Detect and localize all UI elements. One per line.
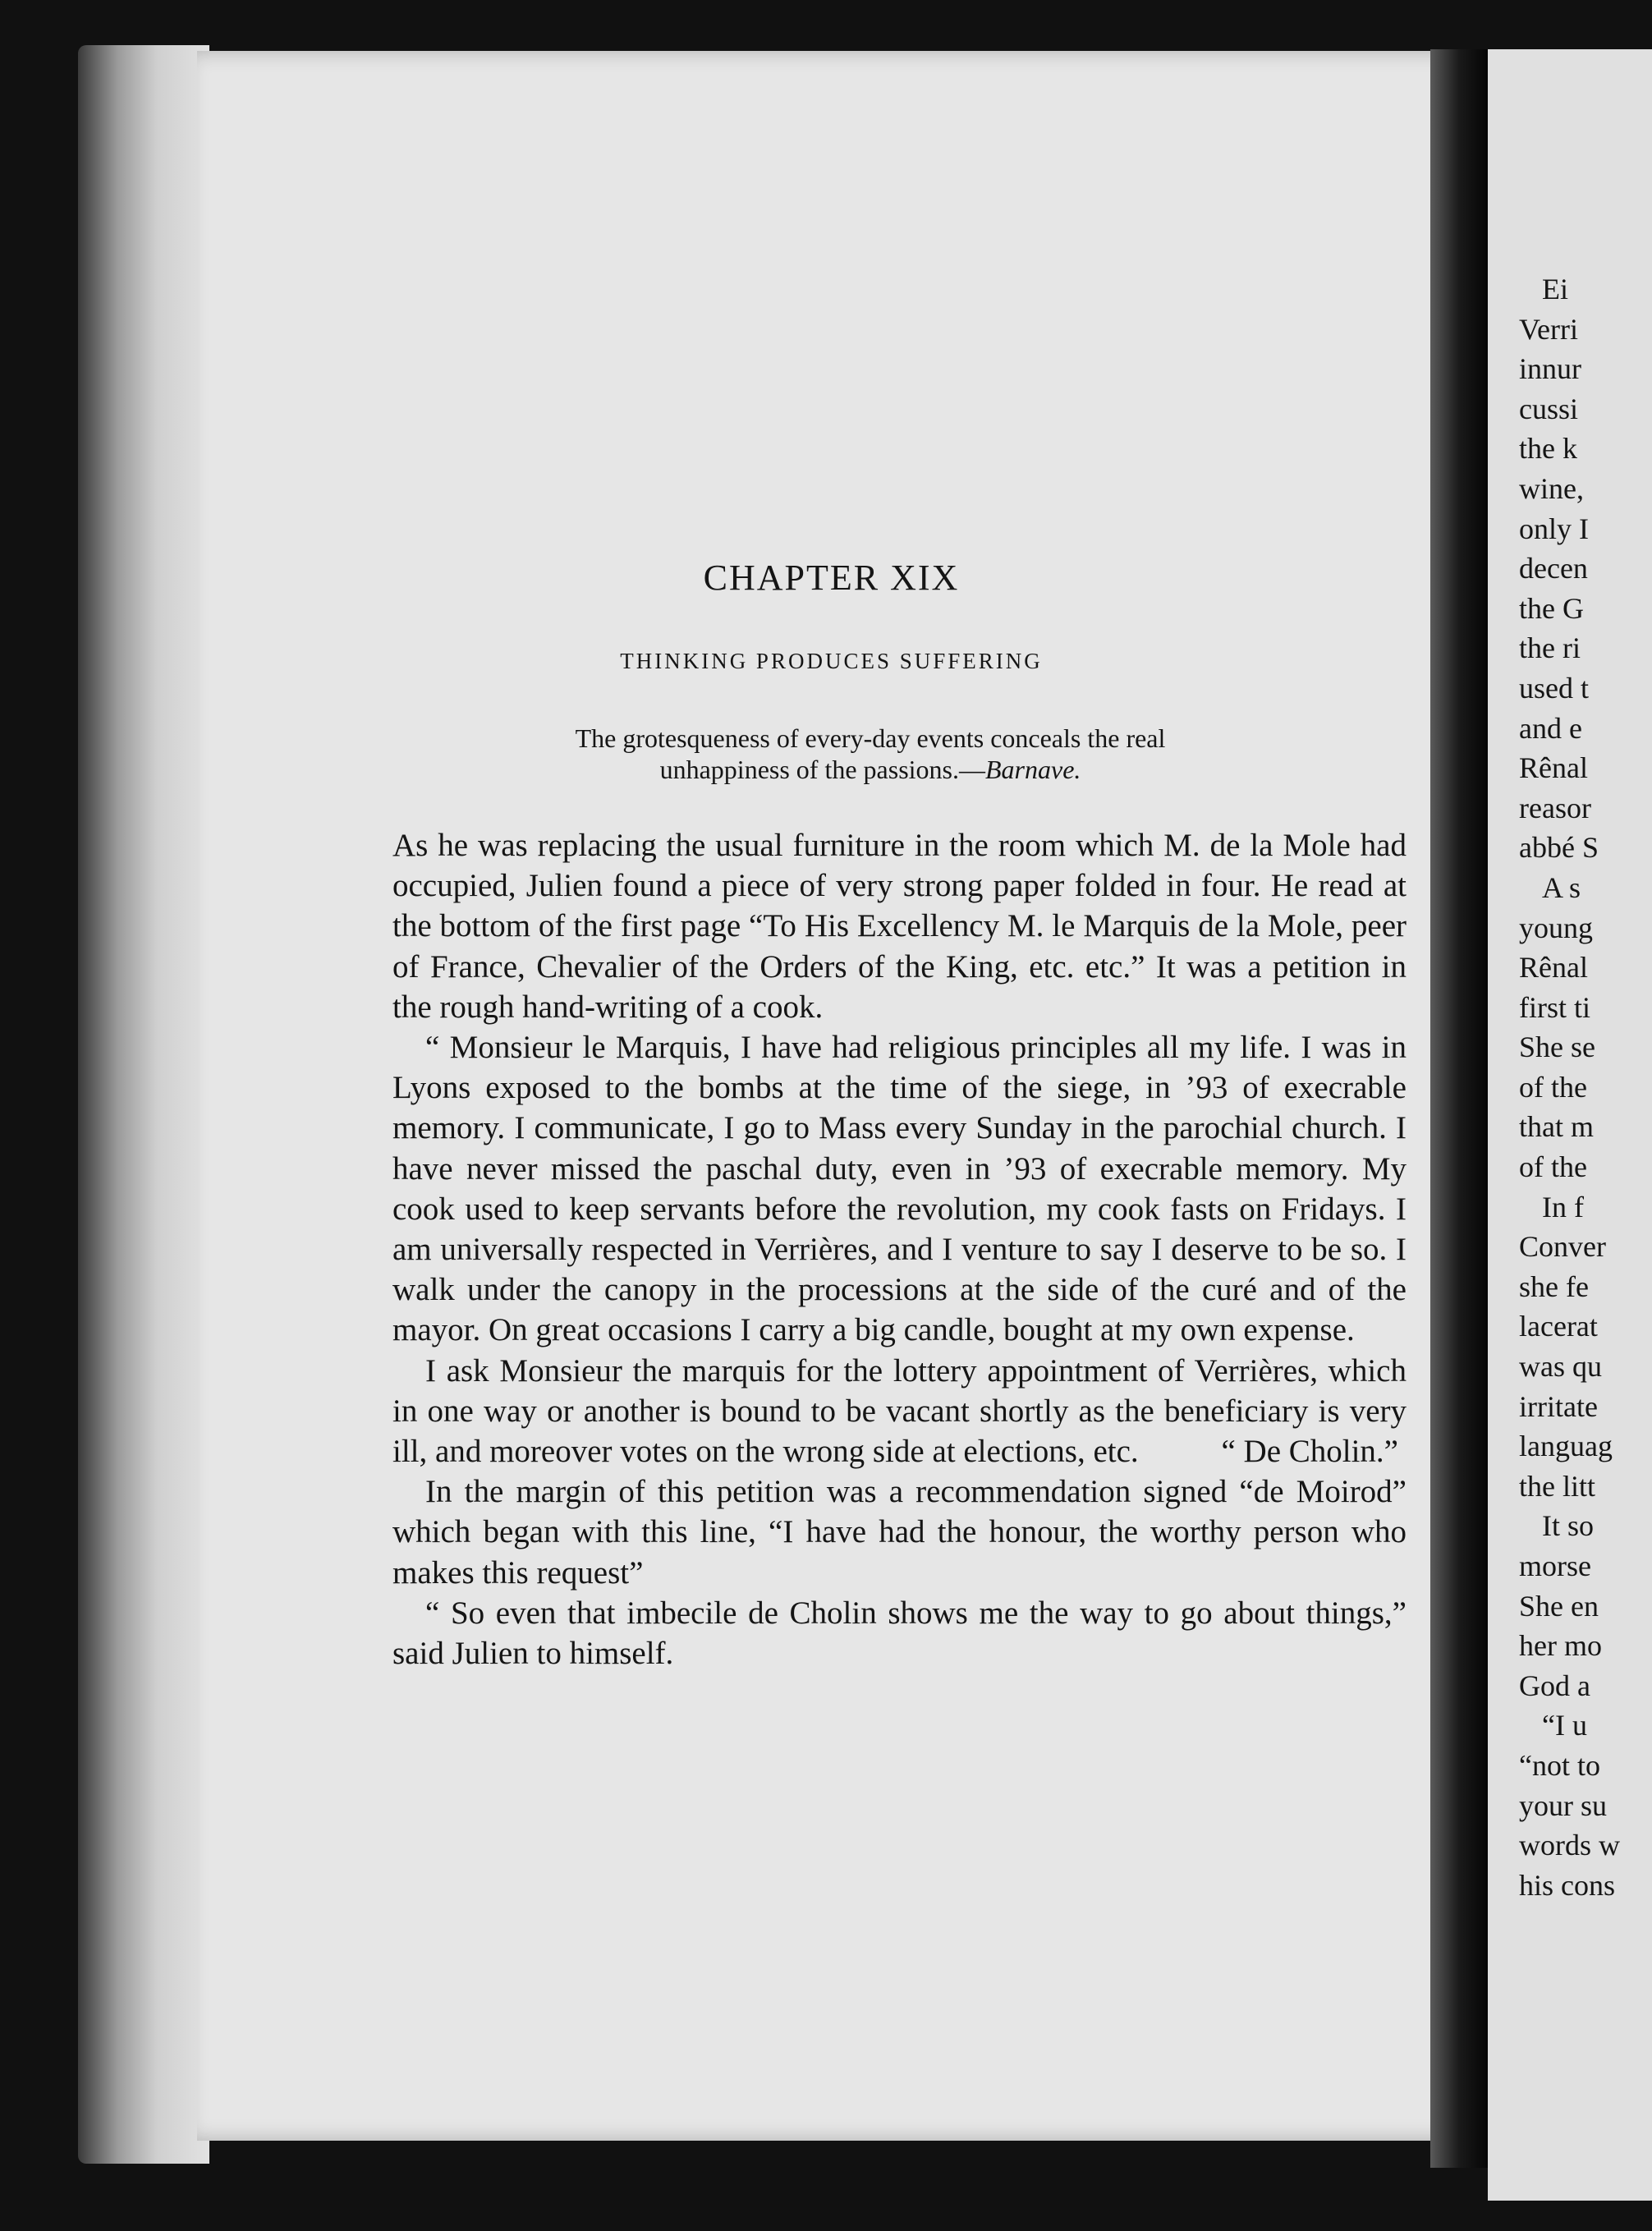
paragraph-1: As he was replacing the usual furniture in the room which M. de la Mole had occupied, Julien found a piece of very strong paper folded in four. He read at the bottom of the first page “To His Excellency M. le Marquis de la Mole, peer of France, Chevalier of the Orders of the King, etc. etc.” It was a petition in the rough hand-writing of a cook.: [392, 828, 1406, 1025]
epigraph-line-1: The grotesqueness of every-day events conceals the real: [575, 723, 1166, 753]
paragraph-2: “ Monsieur le Marquis, I have had religious principles all my life. I was in Lyons exposed to the bombs at the time of the siege, in ’93 of execrable memory. I communicate, I go to Mass every Sunday in the parochial church. I have never missed the paschal duty, even in ’93 of execrable memory. My cook used to keep servants before the revolution, my cook fasts on Fridays. I am universally respected in Verrières, and I venture to say I deserve to be so. I walk under the canopy in the processions at the side of the curé and of the mayor. On great occasions I carry a big candle, bought at my own expense.: [392, 1030, 1406, 1348]
right-page-line: irritate: [1519, 1389, 1598, 1423]
right-page-line: words w: [1519, 1829, 1620, 1862]
chapter-title: CHAPTER XIX: [703, 558, 960, 598]
right-page-line: Rênal: [1519, 951, 1588, 985]
epigraph-line-2-text: unhappiness of the passions.—: [659, 755, 985, 784]
right-page-line: God a: [1519, 1669, 1590, 1702]
right-page-line: She se: [1519, 1031, 1595, 1064]
epigraph: [460, 723, 1281, 785]
right-page-line: “not to: [1519, 1748, 1600, 1782]
chapter-subtitle: THINKING PRODUCES SUFFERING: [620, 649, 1043, 673]
book-gutter: [1430, 49, 1494, 2168]
right-page-line: A s: [1542, 870, 1581, 904]
right-page-line: first ti: [1519, 990, 1590, 1024]
right-page: [1488, 49, 1652, 2201]
right-page-line: she fe: [1519, 1269, 1589, 1303]
epigraph-line-2: [460, 754, 1281, 785]
right-page-text-fragments: [1519, 269, 1620, 1905]
right-page-line: her mo: [1519, 1629, 1602, 1663]
right-page-line: morse: [1519, 1549, 1591, 1582]
petition-signature: “ De Cholin.”: [1221, 1434, 1398, 1470]
chapter-body: [392, 825, 1406, 1673]
right-page-line: Conver: [1519, 1230, 1606, 1264]
right-page-line: wine,: [1519, 471, 1584, 505]
right-page-line: the k: [1519, 432, 1577, 466]
right-page-line: reasor: [1519, 791, 1591, 824]
right-page-line: abbé S: [1519, 831, 1599, 865]
right-page-line: innur: [1519, 352, 1581, 386]
right-page-line: the ri: [1519, 631, 1581, 665]
right-page-line: the G: [1519, 591, 1584, 625]
right-page-line: the litt: [1519, 1469, 1595, 1503]
right-page-line: Verri: [1519, 312, 1578, 346]
right-page-line: was qu: [1519, 1350, 1602, 1384]
right-page-line: that m: [1519, 1110, 1594, 1144]
right-page-line: of the: [1519, 1150, 1587, 1184]
right-page-line: used t: [1519, 671, 1589, 705]
right-page-line: only I: [1519, 512, 1589, 545]
right-page-line: young: [1519, 911, 1593, 944]
right-page-line: She en: [1519, 1589, 1599, 1623]
right-page-line: languag: [1519, 1430, 1613, 1463]
right-page-line: In f: [1542, 1190, 1584, 1223]
right-page-line: “I u: [1542, 1709, 1587, 1742]
paragraph-4: In the margin of this petition was a recommendation signed “de Moirod” which began with this line, “I have had the honour, the worthy person who makes this request”: [392, 1474, 1406, 1591]
book-spine-edge: [78, 45, 209, 2164]
right-page-line: Rênal: [1519, 751, 1588, 785]
right-page-line: Ei: [1542, 273, 1568, 305]
paragraph-3: [392, 1351, 1406, 1472]
epigraph-author: Barnave.: [985, 755, 1081, 784]
paragraph-5: “ So even that imbecile de Cholin shows me the way to go about things,” said Julien to himself.: [392, 1595, 1406, 1672]
right-page-line: decen: [1519, 552, 1588, 585]
right-page-line: cussi: [1519, 392, 1578, 425]
right-page-line: of the: [1519, 1070, 1587, 1104]
paragraph-3-text: I ask Monsieur the marquis for the lottery appointment of Verrières, which in one way or another is bound to be vacant shortly as the beneficiary is very ill, and moreover votes on the wrong side at elections, etc.: [392, 1352, 1406, 1470]
right-page-line: your su: [1519, 1788, 1607, 1822]
right-page-line: It so: [1542, 1509, 1594, 1543]
right-page-line: his cons: [1519, 1868, 1615, 1902]
right-page-line: lacerat: [1519, 1310, 1598, 1343]
right-page-line: and e: [1519, 711, 1582, 745]
